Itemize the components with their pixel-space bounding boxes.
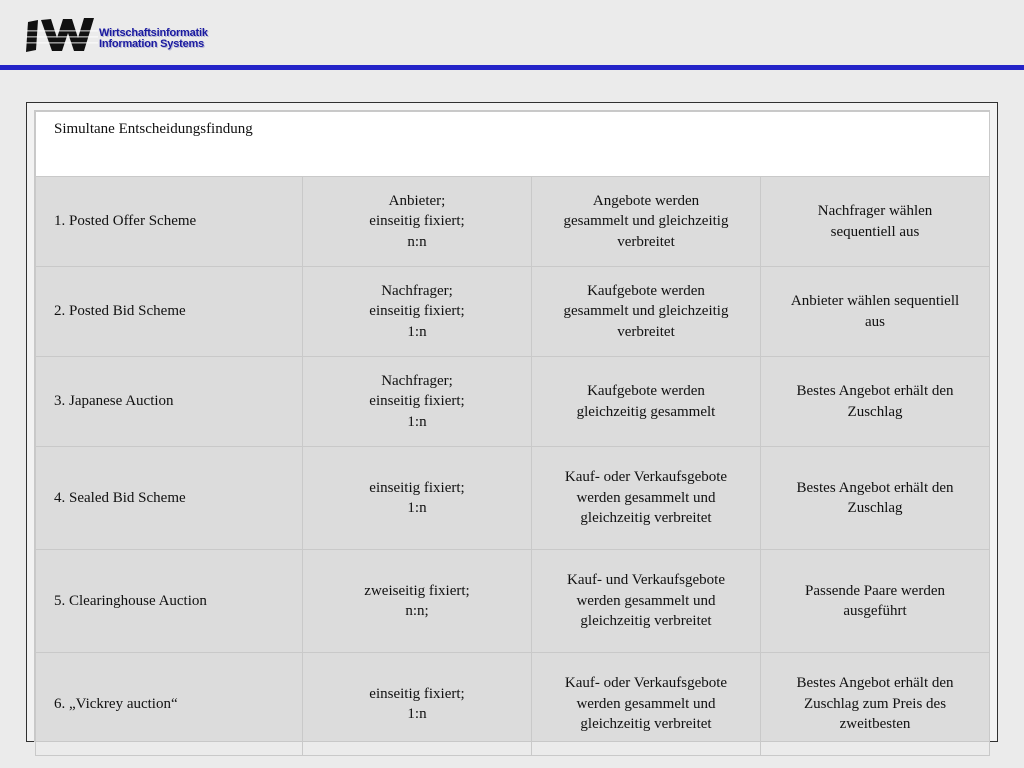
cell-line: gesammelt und gleichzeitig [563,213,729,230]
row-cell-col2 [303,267,532,357]
cell-line: verbreitet [617,323,675,340]
row-cell-col4 [761,177,990,267]
row-cell-col3 [532,550,761,653]
cell-line: werden gesammelt und [576,592,716,609]
row-cell-col2 [303,653,532,756]
logo-line-2: Information Systems [99,38,205,50]
row-cell-col2 [303,177,532,267]
cell-line: zweiseitig fixiert; [364,582,470,599]
cell-line: gleichzeitig verbreitet [580,510,712,527]
auction-table [35,111,990,756]
table-title: Simultane Entscheidungsfindung [36,112,990,177]
row-name: 3. Japanese Auction [36,357,303,447]
cell-line: Kauf- oder Verkaufsgebote [564,675,728,692]
cell-line: Bestes Angebot erhält den [796,675,954,692]
row-cell-col4 [761,357,990,447]
cell-line: aus [865,313,886,330]
row-cell-col4 [761,267,990,357]
cell-line: Passende Paare werden [805,582,945,599]
table-row [36,357,990,447]
cell-line: einseitig fixiert; [369,303,465,320]
cell-line: verbreitet [617,233,675,250]
cell-line: Zuschlag [847,403,903,420]
cell-line: gleichzeitig gesammelt [576,403,716,420]
cell-line: 1:n [407,323,427,340]
row-name: 2. Posted Bid Scheme [36,267,303,357]
cell-line: gleichzeitig verbreitet [580,613,712,630]
cell-line: Anbieter wählen sequentiell [790,293,960,309]
row-cell-col4 [761,653,990,756]
cell-line: einseitig fixiert; [369,479,465,496]
cell-line: gleichzeitig verbreitet [580,716,712,733]
cell-line: Bestes Angebot erhält den [796,479,954,496]
cell-line: 1:n [407,413,427,430]
row-cell-col2 [303,447,532,550]
row-name: 5. Clearinghouse Auction [36,550,303,653]
table-body [36,177,990,756]
table-title-row [36,112,990,177]
slide-header [0,0,1024,72]
cell-line: Bestes Angebot erhält den [796,383,954,399]
row-cell-col3 [532,177,761,267]
row-cell-col3 [532,653,761,756]
cell-line: gesammelt und gleichzeitig [563,303,729,320]
row-cell-col3 [532,357,761,447]
cell-line: Kauf- oder Verkaufsgebote [564,469,728,486]
cell-line: Angebote werden [592,192,700,209]
cell-line: Kauf- und Verkaufsgebote [566,572,725,589]
cell-line: Anbieter; [388,192,446,209]
cell-line: 1:n [407,500,427,516]
row-cell-col3 [532,267,761,357]
row-name: 1. Posted Offer Scheme [36,177,303,267]
cell-line: Zuschlag zum Preis des [803,695,947,712]
cell-line: werden gesammelt und [576,489,716,506]
row-cell-col3 [532,447,761,550]
row-cell-col4 [761,550,990,653]
cell-line: zweitbesten [839,716,911,733]
table-row [36,447,990,550]
row-name: 4. Sealed Bid Scheme [36,447,303,550]
cell-line: n:n [407,233,427,250]
cell-line: Nachfrager wählen [817,203,933,219]
cell-line: 1:n [407,706,427,722]
table-container [34,110,990,742]
cell-line: Kaufgebote werden [587,282,705,299]
iwi-logo-mark [26,16,98,54]
cell-line: einseitig fixiert; [369,685,465,702]
row-cell-col2 [303,357,532,447]
table-row [36,177,990,267]
header-rule [0,65,1024,70]
cell-line: werden gesammelt und [576,695,716,712]
cell-line: Zuschlag [847,500,903,516]
table-row [36,653,990,756]
cell-line: Nachfrager; [381,282,453,299]
cell-line: n:n; [405,603,429,619]
cell-line: einseitig fixiert; [369,213,465,230]
row-cell-col2 [303,550,532,653]
logo-line-1: Wirtschaftsinformatik [99,27,208,39]
row-name: 6. „Vickrey auction“ [36,653,303,756]
cell-line: ausgeführt [843,603,907,619]
logo-text [99,28,208,50]
cell-line: einseitig fixiert; [369,393,465,410]
table-row [36,267,990,357]
cell-line: sequentiell aus [830,223,920,240]
cell-line: Nachfrager; [381,372,453,389]
row-cell-col4 [761,447,990,550]
cell-line: Kaufgebote werden [587,383,705,399]
table-row [36,550,990,653]
